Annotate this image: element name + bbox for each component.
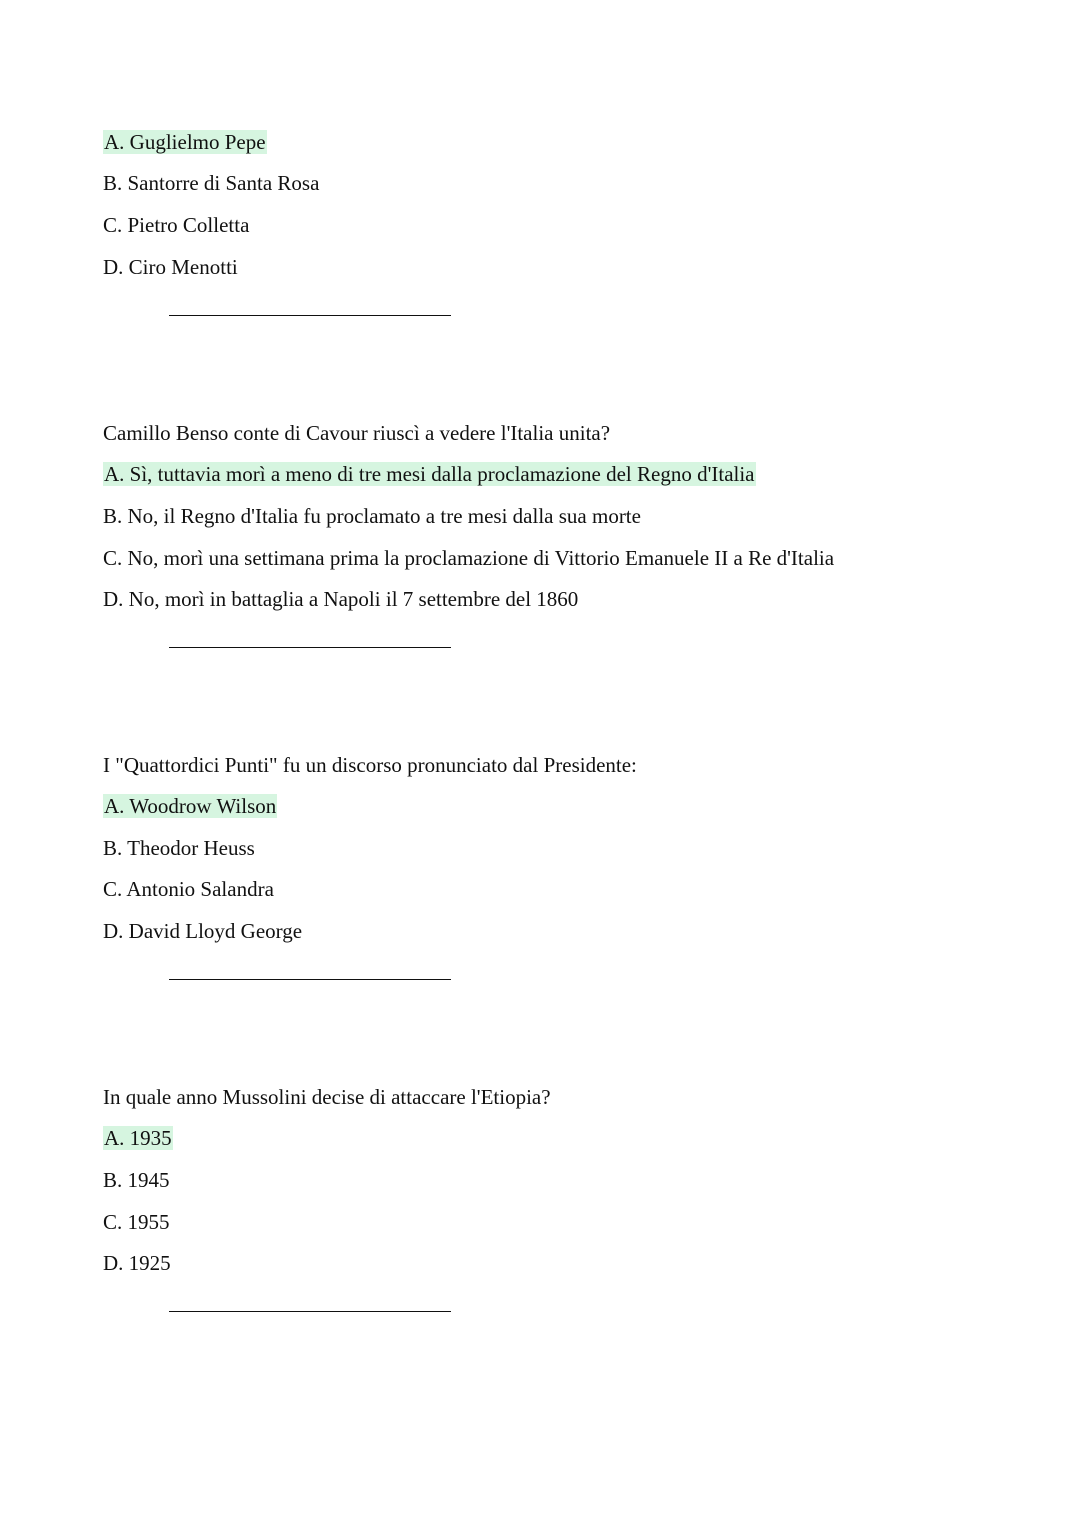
- option-c: C. No, morì una settimana prima la proclamazione di Vittorio Emanuele II a Re d'Italia: [103, 546, 835, 570]
- answer-highlight: A. Woodrow Wilson: [104, 794, 277, 818]
- option-a-correct: [103, 129, 267, 155]
- option-d: D. 1925: [103, 1251, 171, 1275]
- option-a-correct: [103, 793, 277, 819]
- separator-line: [169, 315, 451, 316]
- option-b: B. No, il Regno d'Italia fu proclamato a tre mesi dalla sua morte: [103, 504, 641, 528]
- option-a-correct: [103, 1125, 173, 1151]
- option-b: B. Theodor Heuss: [103, 836, 255, 860]
- option-d: D. David Lloyd George: [103, 919, 303, 943]
- option-c: C. 1955: [103, 1210, 170, 1234]
- question-text: Camillo Benso conte di Cavour riuscì a vedere l'Italia unita?: [103, 421, 611, 445]
- question-text: I "Quattordici Punti" fu un discorso pronunciato dal Presidente:: [103, 753, 637, 777]
- separator-line: [169, 1311, 451, 1312]
- answer-highlight: A. 1935: [104, 1126, 172, 1150]
- option-d: D. No, morì in battaglia a Napoli il 7 settembre del 1860: [103, 587, 579, 611]
- separator-line: [169, 647, 451, 648]
- option-b: B. Santorre di Santa Rosa: [103, 171, 320, 195]
- option-c: C. Pietro Colletta: [103, 213, 250, 237]
- option-c: C. Antonio Salandra: [103, 877, 274, 901]
- option-d: D. Ciro Menotti: [103, 255, 238, 279]
- option-b: B. 1945: [103, 1168, 170, 1192]
- answer-highlight: A. Sì, tuttavia morì a meno di tre mesi dalla proclamazione del Regno d'Italia: [104, 462, 755, 486]
- option-a-correct: [103, 461, 756, 487]
- separator-line: [169, 979, 451, 980]
- question-text: In quale anno Mussolini decise di attaccare l'Etiopia?: [103, 1085, 551, 1109]
- answer-highlight: A. Guglielmo Pepe: [104, 130, 266, 154]
